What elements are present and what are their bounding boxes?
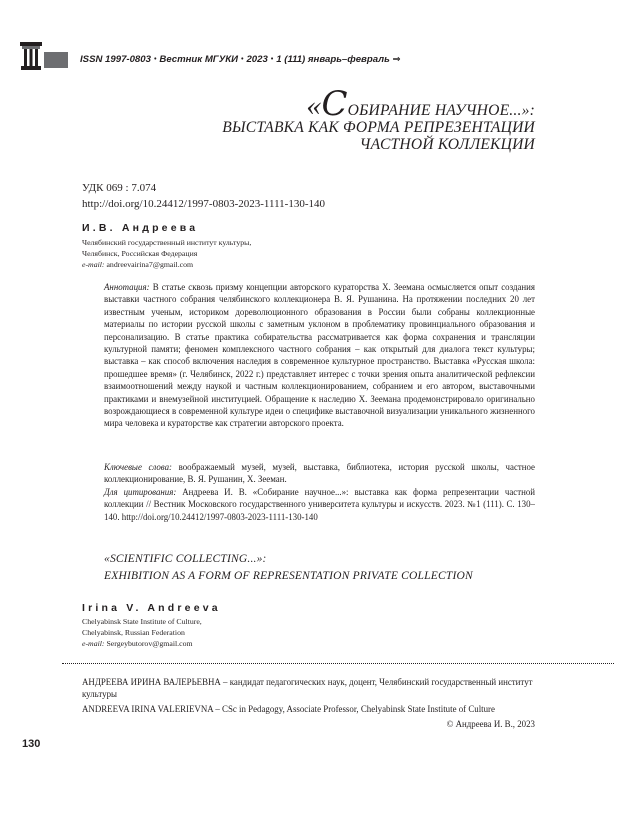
author-name-ru: И.В. Андреева — [82, 222, 199, 234]
author-affiliation-en: Chelyabinsk State Institute of Culture, Chelyabinsk, Russian Federation e-mail: Sergeybutorov@gmail.com — [82, 617, 202, 648]
author-affiliation-ru: Челябинский государственный институт культуры, Челябинск, Российская Федерация e-mail: andreevairina7@gmail.com — [82, 238, 252, 269]
doi-link[interactable]: http://doi.org/10.24412/1997-0803-2023-1111-130-140 — [82, 198, 326, 210]
arrow-icon: ⇒ — [392, 54, 401, 65]
title-initial: С — [321, 84, 348, 124]
author-email-en[interactable]: Sergeybutorov@gmail.com — [106, 639, 193, 648]
author-bio-en: ANDREEVA IRINA VALERIEVNA – CSc in Pedagogy, Associate Professor, Chelyabinsk State Institute of Culture — [82, 704, 495, 714]
author-bio-ru: АНДРЕЕВА ИРИНА ВАЛЕРЬЕВНА – кандидат педагогических наук, доцент, Челябинский государственный институт культуры — [82, 677, 533, 700]
issn: ISSN 1997-0803 — [80, 54, 151, 65]
abstract: Аннотация: В статье сквозь призму концепции авторского кураторства Х. Зеемана осмысляется опыт создания выставки частного собрания челябинского коллекционера В. Я. Рушанина. На протяжении последних 20 лет известным ученым, историком дореволюционного образования в России были собраны коллекционные материалы по истории русской школы с заметным уклоном в проблематику провинциального образования и персонализацию. В статье практика собирательства рассматривается как форма сохранения и трансляции культурной памяти; феномен комплексного частного собрания – как открытый для диалога текст культуры; выставка – как способ включения наследия в современное культурное пространство. Выставка «Русская школа: прошедшее время» (г. Челябинск, 2022 г.) представляет интерес с точки зрения опыта аналитической рефлексии взаимоотношений между наукой и частным коллекционированием, собранием и его автором, выставочными практиками и внемузейной институцией. Обращение к наследию Х. Зеемана продемонстрировало оригинально возрождающиеся в современной культуре идеи о специфике выставочной визуализации уникального жизненного мира человека и кураторстве как стратегии авторского проекта. — [104, 282, 535, 429]
running-header: ISSN 1997-0803 • Вестник МГУКИ • 2023 • 1 (111) январь–февраль ⇒ — [80, 54, 401, 65]
page-number: 130 — [22, 738, 41, 750]
udk-block — [82, 180, 325, 212]
journal-column-logo-icon — [20, 42, 42, 70]
keywords: Ключевые слова: воображаемый музей, музей, выставка, библиотека, история русской школы, частное коллекционирование, В. Я. Рушанин, Х. Зееман. — [104, 462, 535, 485]
issue-number: 1 (111) январь–февраль — [276, 54, 390, 65]
article-title-ru: «СОБИРАНИЕ НАУЧНОЕ...»: ВЫСТАВКА КАК ФОРМА РЕПРЕЗЕНТАЦИИ ЧАСТНОЙ КОЛЛЕКЦИИ — [222, 84, 535, 153]
udk-code: УДК 069 : 7.074 — [82, 182, 157, 194]
article-title-en: «SCIENTIFIC COLLECTING...»: EXHIBITION AS A FORM OF REPRESENTATION PRIVATE COLLECTION — [104, 553, 473, 582]
dotted-divider — [62, 663, 614, 664]
issue-year: 2023 — [246, 54, 268, 65]
author-email-ru[interactable]: andreevairina7@gmail.com — [106, 260, 194, 269]
author-name-en: Irina V. Andreeva — [82, 602, 221, 614]
journal-name: Вестник МГУКИ — [159, 54, 238, 65]
copyright: © Андреева И. В., 2023 — [446, 719, 535, 729]
header-accent-bar — [44, 52, 68, 68]
citation: Для цитирования: Андреева И. В. «Собирание научное...»: выставка как форма репрезентации частной коллекции // Вестник Московского государственного университета культуры и искусств. 2023. №1 (111). С. 130–140. http://doi.org/10.24412/1997-0803-2023-1111-130-140 — [104, 487, 536, 522]
